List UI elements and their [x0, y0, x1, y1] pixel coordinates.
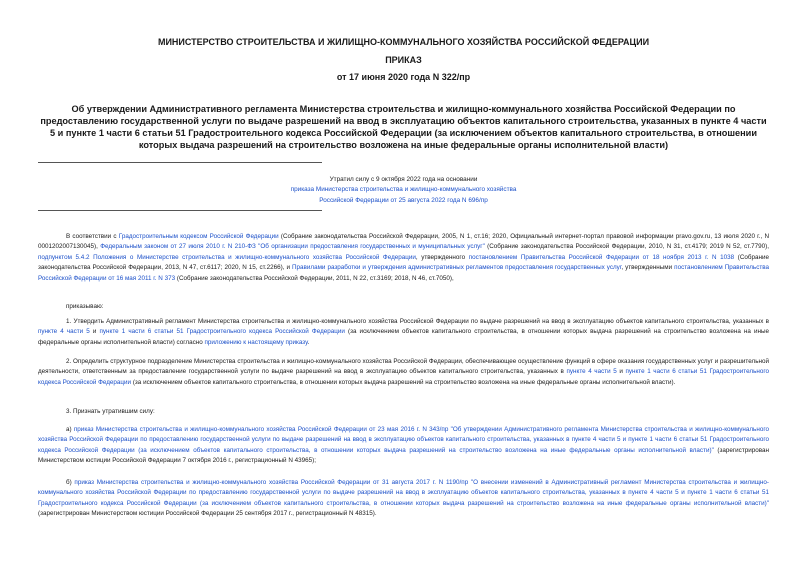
preamble-text-5: (Собрание законодательства Российской Федерации, 2013, N 47, ст.6117; 2020, N 15, ст.2266), и [38, 253, 769, 272]
p1-text-3: (за исключением объектов капитального строительства, в отношении которых выдача разрешений на строительство возложена на иные федеральные органы исполнительной власти) согласно [38, 328, 770, 346]
link-resolution-1038[interactable]: постановлением Правительства Российской Федерации от 18 ноября 2013 г. N 1038 [468, 253, 735, 261]
pa-link-order-343[interactable]: приказ Министерства строительства и жилищно-коммунального хозяйства Российской Федерации от 23 мая 2016 г. N 343/пр "Об утверждении Административного регламента Министерства строительства и жилищно-коммунального хозяйства Российской Федерации по предоставлению государственной услуги по выдаче разрешений на ввод в эксплуатацию объектов капитального строительства, указанных в пункте 4 части 5 и пункте 1 части 6 статьи 51 Градостроительного кодекса Российской Федерации (за исключением объектов капитального строительства, в отношении которых выдача разрешений на строительство возложена на иные федеральные органы исполнительной власти)" [38, 426, 769, 454]
p2-link-1[interactable]: пункте 4 части 5 [566, 368, 617, 376]
pa-text-2: (зарегистрирован Министерством юстиции Российской Федерации 7 октября 2016 г., регистрационный N 43965); [38, 446, 769, 465]
status-note-text: Утратил силу с 9 октября 2022 года на основании [329, 176, 478, 183]
pb-link-order-1190[interactable]: приказ Министерства строительства и жилищно-коммунального хозяйства Российской Федерации от 31 августа 2017 г. N 1190/пр "О внесении изменений в Административный регламент Министерства строительства и жилищно-коммунального хозяйства Российской Федерации по предоставлению государственной услуги по выдаче разрешений на ввод в эксплуатацию объектов капитального строительства, указанных в пункте 4 части 5 и пункте 1 части 6 статьи 51 Градостроительного кодекса Российской Федерации (за исключением объектов капитального строительства, в отношении которых выдача разрешений на строительство возложена на иные федеральные органы исполнительной власти)" [38, 479, 770, 507]
paragraph-2 [38, 357, 769, 388]
order-word: приказываю: [66, 303, 104, 310]
p1-text-4: . [307, 338, 310, 346]
p2-link-2[interactable]: пункте 1 части 6 статьи 51 Градостроительного кодекса Российской Федерации [38, 368, 769, 386]
link-subclause-542[interactable]: подпунктом 5.4.2 Положения о Министерстве строительства и жилищно-коммунального хозяйства Российской Федерации [38, 253, 416, 261]
preamble-text-6: , утвержденными [621, 264, 675, 272]
p2-text-3: (за исключением объектов капитального строительства, в отношении которых выдача разрешений на строительство возложена на иные федеральные органы исполнительной власти). [131, 378, 676, 386]
pa-text-1: а) [66, 426, 74, 433]
status-note [38, 175, 769, 206]
p1-text-1: 1. Утвердить Административный регламент Министерства строительства и жилищно-коммунального хозяйства Российской Федерации по выдаче разрешений на ввод в эксплуатацию объектов капитального строительства, указанных в [66, 318, 769, 325]
p2-text-1: 2. Определить структурное подразделение Министерства строительства и жилищно-коммунального хозяйства Российской Федерации, обеспечивающее осуществление функций в сфере оказания государственных услуг и разрешительной деятельности, ответственным за предоставление государственной услуги по выдаче разрешений на ввод в эксплуатацию объектов капитального строительства, указанных в [38, 358, 769, 376]
preamble-paragraph [38, 232, 769, 284]
p1-link-appendix[interactable]: приложению к настоящему приказу [204, 338, 308, 346]
link-urban-code[interactable]: Градостроительным кодексом Российской Федерации [118, 233, 279, 240]
preamble-text-3: (Собрание законодательства Российской Федерации, 2010, N 31, ст.4179; 2019 N 52, ст.7790), [484, 243, 769, 251]
pb-text-1: б) [66, 479, 75, 486]
status-note-link-1[interactable]: приказа Министерства строительства и жилищно-коммунального хозяйства [290, 186, 517, 194]
preamble-text-2: (Собрание законодательства Российской Федерации, 2005, N 1, ст.16; 2020, Официальный интернет-портал правовой информации pravo.gov.ru, 13 июля 2020 г., N 0001202007130045), [38, 233, 769, 251]
p1-text-2: и [89, 328, 100, 336]
paragraph-b [38, 478, 769, 520]
pb-text-2: (зарегистрирован Министерством юстиции Российской Федерации 25 сентября 2017 г., регистрационный N 48315). [38, 510, 377, 518]
link-federal-law-210[interactable]: Федеральным законом от 27 июля 2010 г. N 210-ФЗ "Об организации предоставления государственных и муниципальных услуг" [100, 243, 485, 251]
link-resolution-373[interactable]: постановлением Правительства Российской Федерации от 16 мая 2011 г. N 373 [38, 264, 770, 282]
status-note-link-2[interactable]: Российской Федерации от 25 августа 2022 года N 696/пр [319, 196, 488, 204]
paragraph-1 [38, 317, 769, 348]
divider-bottom [38, 210, 322, 211]
p1-link-1[interactable]: пункте 4 части 5 [38, 328, 90, 336]
preamble-text-7: (Собрание законодательства Российской Федерации, 2011, N 22, ст.3169; 2018, N 46, ст.7050), [175, 274, 454, 282]
ministry-name: МИНИСТЕРСТВО СТРОИТЕЛЬСТВА И ЖИЛИЩНО-КОММУНАЛЬНОГО ХОЗЯЙСТВА РОССИЙСКОЙ ФЕДЕРАЦИИ [157, 37, 650, 47]
preamble-text-4: , утвержденного [415, 253, 469, 261]
link-rules-regulations[interactable]: Правилами разработки и утверждения административных регламентов предоставления государственных услуг [292, 264, 622, 272]
paragraph-3: 3. Признать утратившим силу: [66, 408, 155, 415]
document-title: Об утверждении Административного регламента Министерства строительства и жилищно-коммунального хозяйства Российской Федерации по предоставлению государственной услуги по выдаче разрешений на ввод в эксплуатацию объектов капитального строительства, указанных в пункте 4 части 5 и пункте 1 части 6 статьи 51 Градостроительного кодекса Российской Федерации (за исключением объектов капитального строительства, в отношении которых выдача разрешений на строительство возложена на иные федеральные органы исполнительной власти) [40, 104, 767, 150]
document-date: от 17 июня 2020 года N 322/пр [336, 72, 471, 82]
p2-text-2: и [616, 368, 626, 376]
preamble-text-1: В соответствии с [66, 233, 119, 240]
document-type: ПРИКАЗ [385, 55, 422, 65]
p1-link-2[interactable]: пункте 1 части 6 статьи 51 Градостроительного кодекса Российской Федерации [99, 328, 345, 336]
paragraph-a [38, 425, 769, 467]
divider-top [38, 162, 322, 163]
